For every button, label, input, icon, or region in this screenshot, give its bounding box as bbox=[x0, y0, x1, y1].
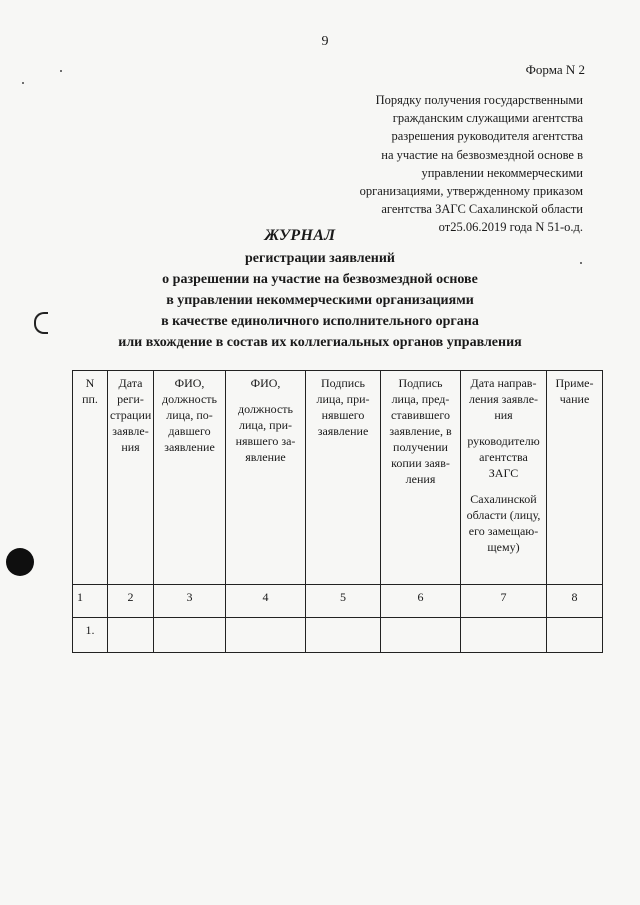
column-header-line bbox=[463, 481, 544, 491]
column-header-line: должность bbox=[162, 392, 217, 406]
column-header bbox=[154, 371, 226, 585]
table-header-row bbox=[73, 371, 603, 585]
page-number: 9 bbox=[321, 34, 329, 49]
title-line: в управлении некоммерческими организациями bbox=[166, 293, 474, 308]
column-header-line: лица, по- bbox=[166, 408, 213, 422]
appendix-note bbox=[283, 91, 583, 237]
column-header-line: нявшего за- bbox=[235, 434, 296, 448]
journal-table bbox=[72, 370, 603, 653]
column-header-line: лица, при- bbox=[316, 392, 370, 406]
column-header-line: ставившего bbox=[391, 408, 450, 422]
appendix-line: управлении некоммерческими bbox=[421, 165, 583, 180]
column-header bbox=[547, 371, 603, 585]
column-header-line: получении bbox=[393, 440, 448, 454]
punch-hole bbox=[6, 548, 34, 576]
column-header-line: Дата bbox=[118, 376, 143, 390]
appendix-line: разрешения руководителя агентства bbox=[391, 129, 583, 144]
column-number-cell: 8 bbox=[547, 585, 603, 618]
scan-speck bbox=[60, 70, 62, 72]
table-cell bbox=[108, 618, 154, 653]
column-header-line: щему) bbox=[487, 540, 520, 554]
column-header-line: давшего bbox=[168, 424, 211, 438]
column-header bbox=[73, 371, 108, 585]
column-header-line: должность bbox=[238, 402, 293, 416]
column-header-line: ЗАГС bbox=[488, 466, 519, 480]
column-header-line: Подпись bbox=[320, 376, 366, 390]
column-header-line: ФИО, bbox=[250, 376, 281, 390]
column-header-line: агентства bbox=[479, 450, 528, 464]
scan-speck bbox=[580, 262, 582, 264]
column-header-line: Сахалинской bbox=[470, 492, 537, 506]
column-header-line: страции bbox=[110, 408, 152, 422]
column-number-cell: 2 bbox=[108, 585, 154, 618]
column-header-line: чание bbox=[559, 392, 590, 406]
table-row bbox=[73, 618, 603, 653]
column-header-line: Подпись bbox=[398, 376, 443, 390]
title-line: о разрешении на участие на безвозмездной основе bbox=[162, 272, 478, 287]
table-cell bbox=[226, 618, 306, 653]
column-header-line: заявление, в bbox=[389, 424, 452, 438]
appendix-line: на участие на безвозмездной основе в bbox=[381, 147, 583, 162]
column-number-cell: 5 bbox=[306, 585, 381, 618]
scan-speck bbox=[22, 82, 24, 84]
document-title bbox=[0, 224, 640, 353]
column-header-line: ния bbox=[494, 408, 513, 422]
title-line: или вхождение в состав их коллегиальных органов управления bbox=[118, 335, 522, 350]
form-label: Форма N 2 bbox=[525, 62, 585, 77]
column-header-line: ния bbox=[121, 440, 140, 454]
title-main: ЖУРНАЛ bbox=[264, 227, 336, 244]
table-cell: 1. bbox=[73, 618, 108, 653]
table-cell bbox=[547, 618, 603, 653]
column-header-line: его замещаю- bbox=[468, 524, 539, 538]
column-header bbox=[306, 371, 381, 585]
column-number-row bbox=[73, 585, 603, 618]
title-line: регистрации заявлений bbox=[244, 251, 395, 266]
column-header-line: копии заяв- bbox=[391, 456, 450, 470]
column-header-line bbox=[463, 423, 544, 433]
column-header-line: области (лицу, bbox=[466, 508, 541, 522]
column-header-line: лица, при- bbox=[239, 418, 292, 432]
column-header bbox=[461, 371, 547, 585]
column-header-line: нявшего bbox=[321, 408, 365, 422]
binder-clip-mark bbox=[34, 312, 48, 334]
table-cell bbox=[154, 618, 226, 653]
column-header-line: Дата направ- bbox=[470, 376, 537, 390]
appendix-line: Порядку получения государственными bbox=[375, 93, 583, 107]
column-header bbox=[226, 371, 306, 585]
column-header-line: заявление bbox=[164, 440, 215, 454]
column-header-line: ления заявле- bbox=[468, 392, 539, 406]
table-cell bbox=[381, 618, 461, 653]
column-header-line: заявле- bbox=[112, 424, 149, 438]
column-header bbox=[381, 371, 461, 585]
column-header-line: пп. bbox=[82, 392, 98, 406]
column-header-line: руководителю bbox=[467, 434, 540, 448]
column-header-line: заявление bbox=[317, 424, 369, 438]
column-number-cell: 3 bbox=[154, 585, 226, 618]
appendix-line: агентства ЗАГС Сахалинской области bbox=[381, 202, 583, 217]
appendix-line: организациями, утвержденному приказом bbox=[359, 184, 583, 199]
column-header-line: явление bbox=[245, 450, 286, 464]
column-header-line: Приме- bbox=[555, 376, 594, 390]
column-header-line: лица, пред- bbox=[391, 392, 450, 406]
column-number-cell: 6 bbox=[381, 585, 461, 618]
table-cell bbox=[461, 618, 547, 653]
column-number-cell: 4 bbox=[226, 585, 306, 618]
column-header-line: N bbox=[85, 376, 95, 390]
appendix-line: гражданским служащими агентства bbox=[392, 111, 583, 126]
table-cell bbox=[306, 618, 381, 653]
column-number-cell: 7 bbox=[461, 585, 547, 618]
appendix-line: от25.06.2019 года N 51-о.д. bbox=[438, 220, 583, 235]
title-line: в качестве единоличного исполнительного органа bbox=[161, 314, 479, 329]
column-header-line: ления bbox=[405, 472, 436, 486]
column-header-line bbox=[228, 391, 303, 401]
column-number-cell: 1 bbox=[73, 585, 108, 618]
column-header bbox=[108, 371, 154, 585]
column-header-line: реги- bbox=[117, 392, 144, 406]
column-header-line: ФИО, bbox=[174, 376, 205, 390]
